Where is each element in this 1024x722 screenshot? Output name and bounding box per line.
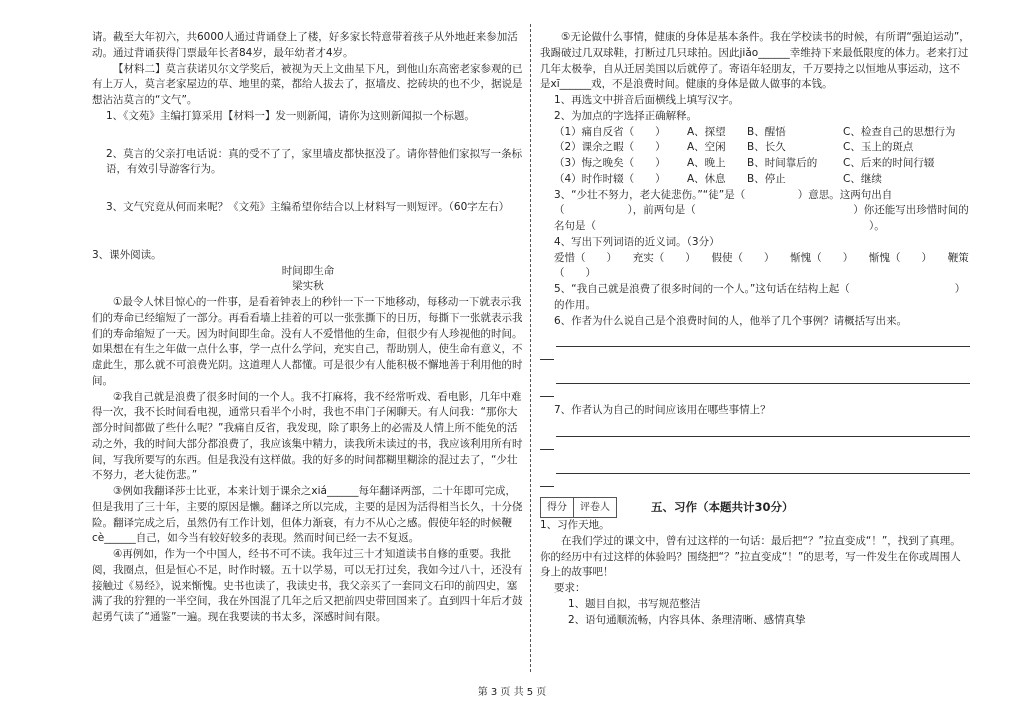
option-row: （1）痛自反省（ ） A、探望 B、醒悟 C、检查自己的思想行为 [554, 125, 956, 138]
question-r3: 3、“少壮不努力，老大徒悲伤。”“徒”是（ ）意思。这两句出自（ ），前两句是（ ）你还能写出珍惜时间的名句是（ ）。 [554, 188, 969, 232]
section-title: 五、习作（本题共计30分） [651, 499, 794, 514]
material-one-end: 请。截至大年初六，共6000人通过背诵登上了楼，好多家长特意带着孩子从外地赶来参加活动。通过背诵获得门票最年长者84岁，最年幼者才4岁。 [92, 31, 518, 59]
grader-label: 评卷人 [580, 502, 610, 513]
answer-line[interactable] [556, 329, 970, 347]
article-title: 时间即生命 [281, 264, 335, 277]
requirement-1: 1、题目自拟，书写规范整洁 [568, 597, 701, 610]
answer-line[interactable] [556, 419, 970, 437]
column-divider [530, 24, 531, 672]
article-paragraph-1: ①最令人怵目惊心的一件事，是看着钟表上的秒针一下一下地移动，每移动一下就表示我们的寿命已经缩短了一部分。再看看墙上挂着的可以一张张撕下的日历，每撕下一张就表示我们的寿命缩短了一天。因为时间即生命。没有人不爱惜他的生命，但很少有人珍视他的时间。如果想在有生之年做一点什么事，学一点什么学问，充实自己，帮助别人，使生命有意义，不虚此生，那么就不可浪费光阴。这道理人人都懂。可是很少有人能积极不懈地善于利用他的时间。 [92, 296, 523, 387]
writing-prompt: 在我们学过的课文中，曾有过这样的一句话：最后把“？”拉直变成“！”，找到了真理。你的经历中有过这样的体验吗？围绕把“？”拉直变成“！”的思考，写一件发生在你或周围人身上的故事吧！ [540, 534, 961, 579]
section-reading: 3、课外阅读。 [92, 248, 162, 261]
article-paragraph-3: ③例如我翻译莎士比亚，本来计划于课余之xiá______每年翻译两部，二十年即可完成，但是我用了三十年，主要的原因是懒。翻译之所以完成，主要的是因为活得相当长久，十分侥险。翻译完成之后，虽然仍有工作计划，但体力渐衰，有力不从心之感。假使年轻的时候鞭cè______自己，如今当有较好较多的表现。然而时间已经一去不复返。 [92, 485, 523, 545]
options-table [554, 125, 970, 188]
requirement-2: 2、语句通顺流畅，内容具体、条理清晰、感情真挚 [568, 613, 806, 626]
question-r5: 5、“我自己就是浪费了很多时间的一个人。”这句话在结构上起（ ）的作用。 [554, 283, 966, 311]
option-row: （3）悔之晚矣（ ） A、晚上 B、时间靠后的 C、后来的时间行辍 [554, 157, 935, 169]
right-column [540, 30, 970, 628]
question-r7: 7、作者认为自己的时间应该用在哪些事情上？ [554, 404, 771, 417]
question-r6: 6、作者为什么说自己是个浪费时间的人，他举了几个事例？请概括写出来。 [554, 314, 908, 327]
requirements-label: 要求： [554, 582, 586, 594]
option-row: （2）课余之暇（ ） A、空闲 B、长久 C、玉上的斑点 [554, 141, 914, 154]
section-header [540, 497, 970, 518]
article-paragraph-4: ④再例如，作为一个中国人，经书不可不读。我年过三十才知道读书自修的重要。我批阅，我圈点，但是恒心不足，时作时辍。五十以学易，可以无打过矣，我如今过八十，还没有接触过《易经》，说来惭愧。史书也读了，我读史书，我父亲买了一套同文石印的前四史，塞满了我的狞狸的一半空间，我在外国混了几年之后又把前四史带回国来了。直到四十年后才鼓起勇气读了“通鉴”一遍。现在我要读的书太多，深感时间有限。 [92, 548, 523, 623]
question-r2: 2、为加点的字选择正确解释。 [554, 109, 698, 122]
answer-line[interactable] [556, 366, 970, 384]
question-1: 1、《文苑》主编打算采用【材料一】发一则新闻，请你为这则新闻拟一个标题。 [106, 109, 475, 122]
answer-line[interactable] [556, 456, 970, 474]
question-r4-words: 爱惜（ ） 充实（ ） 假使（ ） 惭愧（ ） 惭愧（ ） 鞭策（ ） [554, 251, 969, 280]
question-2: 2、莫言的父亲打电话说：真的受不了了，家里墙皮都快抠没了。请你替他们家拟写一条标语，有效引导游客行为。 [106, 147, 523, 176]
article-paragraph-5: ⑤无论做什么事情，健康的身体是基本条件。我在学校读书的时候，有所谓“强迫运动”，我踢破过几双球鞋，打断过几只球拍。因此jiǎo______幸维持下来最低限度的体力。老来打过几年太极拳，自从迁居美国以后就停了。寄语年轻朋友，千万要持之以恒地从事运动，这不是xī______戏，不是浪费时间。健康的身体是做人做事的本钱。 [540, 31, 970, 91]
article-paragraph-2: ②我自己就是浪费了很多时间的一个人。我不打麻将，我不经常听戏、看电影，几年中难得一次，我不长时间看电视，通常只看半个小时，我也不串门子闲聊天。有人问我：“那你大部分时间都做了些什么呢？”我痛自反省，我发现，除了职务上的必需及人情上所不能免的活动之外，我的时间大部分都浪费了，我应该集中精力，读我所未读过的书，我应该利用所有时间，写我所要写的东西。但是我没有这样做。我的好多的时间都糊里糊涂的混过去了，“少壮不努力，老大徒伤悲。” [92, 390, 523, 482]
answer-line[interactable] [540, 476, 554, 487]
question-r1: 1、再选文中拼音后面横线上填写汉字。 [554, 94, 740, 106]
question-r4: 4、写出下列词语的近义词。（3分） [554, 235, 720, 248]
left-column [92, 30, 524, 626]
question-3: 3、文气究竟从何而来呢？《文苑》主编希望你结合以上材料写一则短评。（60字左右） [106, 201, 510, 213]
score-label: 得分 [541, 498, 574, 517]
score-box [540, 497, 617, 518]
answer-line[interactable] [540, 439, 554, 450]
answer-line[interactable] [540, 386, 554, 397]
writing-task: 1、习作天地。 [540, 519, 610, 531]
page-number: 第 3 页 共 5 页 [477, 687, 547, 698]
article-author: 梁实秋 [292, 280, 324, 293]
answer-line[interactable] [540, 349, 554, 360]
option-row: （4）时作时辍（ ） A、休息 B、停止 C、继续 [554, 172, 882, 185]
material-two: 【材料二】莫言获诺贝尔文学奖后，被视为天上文曲星下凡，到他山东高密老家参观的已有上万人，莫言老家屋边的草、地里的菜，都给人拔去了，抠墙皮、挖砖块的也不少，据说是想沾沾莫言的“文气”。 [92, 62, 523, 106]
